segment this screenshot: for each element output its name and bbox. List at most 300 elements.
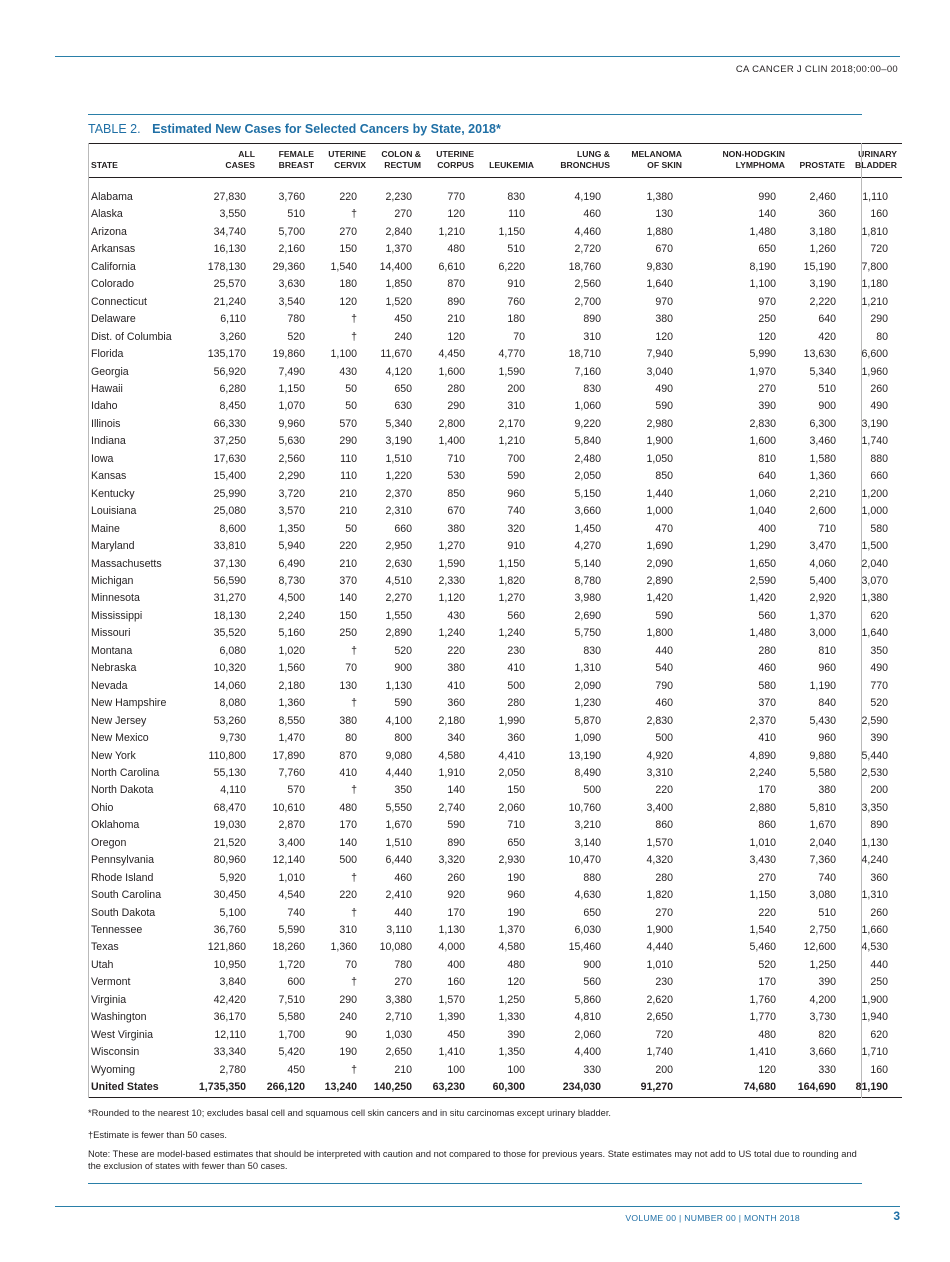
value-cell: 1,500 bbox=[861, 540, 888, 553]
value-cell: † bbox=[351, 330, 357, 343]
table-header bbox=[88, 144, 902, 178]
value-cell: 25,990 bbox=[213, 487, 246, 500]
value-cell: 710 bbox=[507, 819, 525, 832]
state-name-cell: United States bbox=[88, 1079, 192, 1097]
value-cell: 1,590 bbox=[498, 365, 525, 378]
value-cell: 2,870 bbox=[278, 819, 305, 832]
value-cell: 580 bbox=[758, 679, 776, 692]
value-cell: 590 bbox=[447, 819, 465, 832]
state-name-cell: Montana bbox=[91, 644, 133, 657]
value-cell: 220 bbox=[339, 540, 357, 553]
value-cell: 160 bbox=[870, 1063, 888, 1076]
header-row bbox=[88, 144, 902, 178]
value-cell: 5,160 bbox=[278, 627, 305, 640]
value-cell: 1,850 bbox=[385, 278, 412, 291]
state-name-cell: Virginia bbox=[91, 993, 127, 1006]
value-cell: 12,140 bbox=[272, 854, 305, 867]
value-cell: 8,780 bbox=[574, 574, 601, 587]
value-cell: 7,160 bbox=[574, 365, 601, 378]
table-row bbox=[88, 573, 902, 590]
value-cell: 660 bbox=[870, 470, 888, 483]
value-cell: 740 bbox=[818, 871, 836, 884]
value-cell: 150 bbox=[339, 243, 357, 256]
value-cell: 1,410 bbox=[438, 1046, 465, 1059]
value-cell: 12,110 bbox=[214, 1028, 246, 1041]
table-row bbox=[88, 451, 902, 468]
value-cell: 1,810 bbox=[861, 225, 888, 238]
value-cell: 5,460 bbox=[749, 941, 776, 954]
value-cell: 2,720 bbox=[574, 243, 601, 256]
column-header-line: NON-HODGKIN bbox=[722, 149, 785, 159]
value-cell: 5,590 bbox=[278, 924, 305, 937]
value-cell: 1,540 bbox=[330, 260, 357, 273]
value-cell: 3,660 bbox=[809, 1046, 836, 1059]
value-cell: 360 bbox=[447, 697, 465, 710]
state-name-cell: New York bbox=[91, 749, 136, 762]
value-cell: 220 bbox=[655, 784, 673, 797]
value-cell: 2,530 bbox=[861, 766, 888, 779]
table-row bbox=[88, 817, 902, 834]
value-cell: 120 bbox=[339, 295, 357, 308]
value-cell: 860 bbox=[655, 819, 673, 832]
value-cell: 2,560 bbox=[278, 452, 305, 465]
value-cell: 380 bbox=[339, 714, 357, 727]
value-cell: 55,130 bbox=[213, 766, 246, 779]
value-cell: 2,160 bbox=[278, 243, 305, 256]
value-cell: 17,630 bbox=[213, 452, 246, 465]
value-cell: 560 bbox=[507, 609, 525, 622]
value-cell: 210 bbox=[447, 313, 465, 326]
value-cell: † bbox=[351, 1063, 357, 1076]
value-cell: 1,900 bbox=[646, 924, 673, 937]
table-row bbox=[88, 276, 902, 293]
table-row bbox=[88, 1044, 902, 1061]
value-cell: 1,210 bbox=[861, 295, 888, 308]
value-cell: 21,520 bbox=[213, 836, 246, 849]
value-cell: 210 bbox=[339, 487, 357, 500]
state-name-cell: Texas bbox=[91, 941, 119, 954]
value-cell: 3,400 bbox=[646, 801, 673, 814]
value-cell: 6,110 bbox=[220, 313, 246, 326]
table-row bbox=[88, 381, 902, 398]
value-cell: 840 bbox=[818, 697, 836, 710]
value-cell: 1,590 bbox=[438, 557, 465, 570]
value-cell: 1,250 bbox=[498, 993, 525, 1006]
value-cell: 1,990 bbox=[498, 714, 525, 727]
column-header bbox=[88, 144, 192, 178]
value-cell: 560 bbox=[758, 609, 776, 622]
value-cell: 1,640 bbox=[646, 278, 673, 291]
column-header-line: BREAST bbox=[278, 160, 314, 170]
table-row bbox=[88, 538, 902, 555]
column-header bbox=[319, 144, 371, 178]
value-cell: 280 bbox=[447, 382, 465, 395]
table-row bbox=[88, 398, 902, 415]
value-cell: 1,900 bbox=[646, 435, 673, 448]
value-cell: 140 bbox=[339, 592, 357, 605]
value-cell: 970 bbox=[758, 295, 776, 308]
value-cell: 530 bbox=[447, 470, 465, 483]
value-cell: 160 bbox=[447, 976, 465, 989]
value-cell: 1,150 bbox=[278, 382, 305, 395]
value-cell: 5,430 bbox=[809, 714, 836, 727]
cancer-cases-table bbox=[88, 143, 902, 1098]
value-cell: 5,340 bbox=[809, 365, 836, 378]
value-cell: 320 bbox=[507, 522, 525, 535]
value-cell: 1,130 bbox=[385, 679, 412, 692]
value-cell: 29,360 bbox=[272, 260, 305, 273]
value-cell: 2,040 bbox=[861, 557, 888, 570]
state-name-cell: Washington bbox=[91, 1011, 147, 1024]
table-row bbox=[88, 974, 902, 991]
value-cell: 410 bbox=[507, 662, 525, 675]
value-cell: 2,840 bbox=[385, 225, 412, 238]
value-cell: 240 bbox=[394, 330, 412, 343]
value-cell: 2,270 bbox=[385, 592, 412, 605]
state-name-cell: Florida bbox=[91, 348, 124, 361]
table-row bbox=[88, 416, 902, 433]
value-cell: 13,630 bbox=[803, 348, 836, 361]
value-cell: 1,600 bbox=[749, 435, 776, 448]
state-name-cell: Connecticut bbox=[91, 295, 147, 308]
value-cell: 270 bbox=[758, 382, 776, 395]
value-cell: 56,920 bbox=[213, 365, 246, 378]
value-cell: 650 bbox=[758, 243, 776, 256]
value-cell: 2,220 bbox=[809, 295, 836, 308]
value-cell: 260 bbox=[447, 871, 465, 884]
value-cell: 2,780 bbox=[219, 1063, 246, 1076]
column-header bbox=[539, 144, 615, 178]
value-cell: 230 bbox=[507, 644, 525, 657]
state-name-cell: South Carolina bbox=[91, 889, 162, 902]
value-cell: 5,870 bbox=[574, 714, 601, 727]
value-cell: 1,250 bbox=[809, 958, 836, 971]
value-cell: 500 bbox=[339, 854, 357, 867]
value-cell: 620 bbox=[870, 609, 888, 622]
state-name-cell: Illinois bbox=[91, 417, 121, 430]
value-cell: 1,400 bbox=[438, 435, 465, 448]
value-cell: 1,240 bbox=[498, 627, 525, 640]
value-cell: 2,560 bbox=[574, 278, 601, 291]
state-name-cell: Maine bbox=[91, 522, 120, 535]
value-cell: 3,430 bbox=[749, 854, 776, 867]
value-cell: 170 bbox=[758, 784, 776, 797]
value-cell: 80 bbox=[876, 330, 888, 343]
table-row bbox=[88, 206, 902, 223]
value-cell: 1,130 bbox=[861, 836, 888, 849]
value-cell: 6,080 bbox=[219, 644, 246, 657]
value-cell: 910 bbox=[507, 540, 525, 553]
value-cell: 1,550 bbox=[385, 609, 412, 622]
value-cell: † bbox=[351, 313, 357, 326]
value-cell: 2,370 bbox=[749, 714, 776, 727]
value-cell: 8,550 bbox=[278, 714, 305, 727]
value-cell: 1,370 bbox=[385, 243, 412, 256]
value-cell: 400 bbox=[447, 958, 465, 971]
table-row bbox=[88, 800, 902, 817]
value-cell: 3,760 bbox=[278, 191, 305, 203]
table-row bbox=[88, 730, 902, 747]
footnote-model: Note: These are model-based estimates that should be interpreted with caution and not compared to those for previous years. State estimates may not add to US total due to rounding and the exclusion of states with fewer than 50 cases. bbox=[88, 1149, 857, 1171]
value-cell: 2,980 bbox=[646, 417, 673, 430]
value-cell: 1,720 bbox=[278, 958, 305, 971]
value-cell: 234,030 bbox=[539, 1079, 615, 1097]
value-cell: 440 bbox=[655, 644, 673, 657]
value-cell: 2,410 bbox=[385, 889, 412, 902]
value-cell: 3,000 bbox=[809, 627, 836, 640]
value-cell: 1,040 bbox=[749, 505, 776, 518]
column-header-line: MELANOMA bbox=[631, 149, 682, 159]
value-cell: 160 bbox=[870, 208, 888, 221]
value-cell: 6,030 bbox=[574, 924, 601, 937]
column-header bbox=[479, 144, 539, 178]
value-cell: 30,450 bbox=[213, 889, 246, 902]
state-name-cell: Colorado bbox=[91, 278, 134, 291]
value-cell: 1,020 bbox=[278, 644, 305, 657]
value-cell: 2,060 bbox=[574, 1028, 601, 1041]
value-cell: 180 bbox=[339, 278, 357, 291]
value-cell: 4,890 bbox=[749, 749, 776, 762]
state-name-cell: New Hampshire bbox=[91, 697, 167, 710]
value-cell: 1,210 bbox=[498, 435, 525, 448]
value-cell: 2,650 bbox=[385, 1046, 412, 1059]
value-cell: 190 bbox=[507, 906, 525, 919]
value-cell: 1,000 bbox=[861, 505, 888, 518]
table-row bbox=[88, 364, 902, 381]
value-cell: 2,240 bbox=[749, 766, 776, 779]
value-cell: 190 bbox=[339, 1046, 357, 1059]
value-cell: 1,110 bbox=[862, 191, 888, 203]
value-cell: 2,750 bbox=[809, 924, 836, 937]
value-cell: 135,170 bbox=[207, 348, 246, 361]
spacer-cell bbox=[88, 178, 902, 190]
value-cell: 380 bbox=[655, 313, 673, 326]
value-cell: 400 bbox=[758, 522, 776, 535]
value-cell: 2,650 bbox=[646, 1011, 673, 1024]
value-cell: 480 bbox=[507, 958, 525, 971]
value-cell: 270 bbox=[758, 871, 776, 884]
value-cell: 1,410 bbox=[749, 1046, 776, 1059]
value-cell: 3,550 bbox=[219, 208, 246, 221]
value-cell: 2,370 bbox=[385, 487, 412, 500]
state-name-cell: Iowa bbox=[91, 452, 114, 465]
state-name-cell: Mississippi bbox=[91, 609, 143, 622]
value-cell: 590 bbox=[507, 470, 525, 483]
value-cell: 4,100 bbox=[385, 714, 412, 727]
value-cell: 960 bbox=[818, 732, 836, 745]
value-cell: 36,170 bbox=[213, 1011, 246, 1024]
value-cell: 8,190 bbox=[749, 260, 776, 273]
table-title bbox=[88, 122, 501, 136]
value-cell: 1,570 bbox=[646, 836, 673, 849]
value-cell: 1,200 bbox=[861, 487, 888, 500]
value-cell: 3,350 bbox=[861, 801, 888, 814]
value-cell: 5,580 bbox=[809, 766, 836, 779]
value-cell: 1,560 bbox=[278, 662, 305, 675]
footer-rule bbox=[55, 1206, 900, 1207]
table-row bbox=[88, 852, 902, 869]
value-cell: 590 bbox=[655, 400, 673, 413]
value-cell: 36,760 bbox=[213, 924, 246, 937]
value-cell: 18,710 bbox=[568, 348, 601, 361]
value-cell: 5,810 bbox=[809, 801, 836, 814]
value-cell: 3,210 bbox=[574, 819, 601, 832]
value-cell: 4,110 bbox=[220, 784, 246, 797]
value-cell: 1,260 bbox=[809, 243, 836, 256]
value-cell: 6,440 bbox=[385, 854, 412, 867]
value-cell: 1,380 bbox=[646, 191, 673, 203]
value-cell: 2,590 bbox=[861, 714, 888, 727]
value-cell: 2,060 bbox=[498, 801, 525, 814]
value-cell: 280 bbox=[758, 644, 776, 657]
table-row bbox=[88, 870, 902, 887]
value-cell: 2,950 bbox=[385, 540, 412, 553]
value-cell: 490 bbox=[870, 400, 888, 413]
value-cell: 1,480 bbox=[749, 225, 776, 238]
value-cell: 360 bbox=[818, 208, 836, 221]
value-cell: 2,830 bbox=[646, 714, 673, 727]
value-cell: 480 bbox=[339, 801, 357, 814]
table-row bbox=[88, 556, 902, 573]
value-cell: 180 bbox=[507, 313, 525, 326]
value-cell: 70 bbox=[345, 662, 357, 675]
value-cell: 5,100 bbox=[219, 906, 246, 919]
value-cell: 3,190 bbox=[385, 435, 412, 448]
state-name-cell: Hawaii bbox=[91, 382, 123, 395]
value-cell: 1,220 bbox=[385, 470, 412, 483]
value-cell: 19,030 bbox=[213, 819, 246, 832]
value-cell: 1,270 bbox=[438, 540, 465, 553]
value-cell: 460 bbox=[583, 208, 601, 221]
table-row bbox=[88, 521, 902, 538]
state-name-cell: Louisiana bbox=[91, 505, 137, 518]
value-cell: 14,400 bbox=[379, 260, 412, 273]
value-cell: † bbox=[351, 871, 357, 884]
value-cell: 1,330 bbox=[498, 1011, 525, 1024]
value-cell: 1,910 bbox=[438, 766, 465, 779]
value-cell: 1,010 bbox=[749, 836, 776, 849]
value-cell: 9,220 bbox=[574, 417, 601, 430]
value-cell: 10,610 bbox=[272, 801, 305, 814]
value-cell: 10,080 bbox=[379, 941, 412, 954]
value-cell: 3,660 bbox=[574, 505, 601, 518]
column-header bbox=[192, 144, 260, 178]
column-header-line: UTERINE bbox=[328, 149, 366, 159]
value-cell: 80,960 bbox=[213, 854, 246, 867]
value-cell: 4,630 bbox=[574, 889, 601, 902]
value-cell: 780 bbox=[287, 313, 305, 326]
value-cell: 430 bbox=[447, 609, 465, 622]
value-cell: 5,580 bbox=[278, 1011, 305, 1024]
value-cell: 460 bbox=[394, 871, 412, 884]
value-cell: 2,090 bbox=[646, 557, 673, 570]
state-name-cell: Idaho bbox=[91, 400, 118, 413]
value-cell: 15,400 bbox=[213, 470, 246, 483]
state-name-cell: West Virginia bbox=[91, 1028, 154, 1041]
state-name-cell: California bbox=[91, 260, 136, 273]
value-cell: 170 bbox=[339, 819, 357, 832]
value-cell: 640 bbox=[818, 313, 836, 326]
value-cell: 3,630 bbox=[278, 278, 305, 291]
value-cell: 910 bbox=[507, 278, 525, 291]
value-cell: 510 bbox=[818, 906, 836, 919]
value-cell: 1,700 bbox=[278, 1028, 305, 1041]
value-cell: 2,930 bbox=[498, 854, 525, 867]
value-cell: 570 bbox=[287, 784, 305, 797]
value-cell: 990 bbox=[758, 191, 776, 203]
value-cell: 2,620 bbox=[646, 993, 673, 1006]
value-cell: 850 bbox=[655, 470, 673, 483]
value-cell: 880 bbox=[870, 452, 888, 465]
value-cell: † bbox=[351, 906, 357, 919]
value-cell: 760 bbox=[507, 295, 525, 308]
value-cell: 200 bbox=[870, 784, 888, 797]
value-cell: 3,190 bbox=[809, 278, 836, 291]
value-cell: 2,920 bbox=[809, 592, 836, 605]
value-cell: 1,540 bbox=[749, 924, 776, 937]
value-cell: 1,800 bbox=[646, 627, 673, 640]
value-cell: 1,960 bbox=[861, 365, 888, 378]
value-cell: 270 bbox=[339, 225, 357, 238]
value-cell: 540 bbox=[655, 662, 673, 675]
value-cell: 830 bbox=[583, 644, 601, 657]
notes-bottom-rule bbox=[88, 1183, 862, 1184]
value-cell: 360 bbox=[507, 732, 525, 745]
value-cell: 220 bbox=[758, 906, 776, 919]
value-cell: 520 bbox=[870, 697, 888, 710]
state-name-cell: North Dakota bbox=[91, 784, 154, 797]
column-header-line: CORPUS bbox=[437, 160, 474, 170]
value-cell: 7,940 bbox=[646, 348, 673, 361]
footnote-rounded: *Rounded to the nearest 10; excludes basal cell and squamous cell skin cancers and in situ carcinomas except urinary bladder. bbox=[88, 1108, 611, 1118]
value-cell: 1,090 bbox=[574, 732, 601, 745]
table-title-text: Estimated New Cases for Selected Cancers by State, 2018* bbox=[152, 122, 501, 136]
value-cell: 200 bbox=[507, 382, 525, 395]
value-cell: 10,470 bbox=[568, 854, 601, 867]
value-cell: † bbox=[351, 208, 357, 221]
value-cell: 35,520 bbox=[213, 627, 246, 640]
value-cell: 720 bbox=[870, 243, 888, 256]
value-cell: 68,470 bbox=[213, 801, 246, 814]
value-cell: 6,610 bbox=[438, 260, 465, 273]
value-cell: 3,400 bbox=[278, 836, 305, 849]
value-cell: 3,470 bbox=[809, 540, 836, 553]
value-cell: 1,010 bbox=[278, 871, 305, 884]
value-cell: 3,570 bbox=[278, 505, 305, 518]
value-cell: 1,580 bbox=[809, 452, 836, 465]
value-cell: 650 bbox=[583, 906, 601, 919]
value-cell: 5,630 bbox=[278, 435, 305, 448]
value-cell: 5,440 bbox=[861, 749, 888, 762]
value-cell: 1,010 bbox=[646, 958, 673, 971]
value-cell: 460 bbox=[758, 662, 776, 675]
value-cell: 280 bbox=[655, 871, 673, 884]
title-rule bbox=[88, 114, 862, 115]
value-cell: 1,060 bbox=[574, 400, 601, 413]
value-cell: 490 bbox=[655, 382, 673, 395]
value-cell: 1,820 bbox=[646, 889, 673, 902]
column-header bbox=[615, 144, 687, 178]
value-cell: 8,080 bbox=[219, 697, 246, 710]
value-cell: 410 bbox=[339, 766, 357, 779]
column-header-line: CASES bbox=[225, 160, 255, 170]
value-cell: 710 bbox=[447, 452, 465, 465]
value-cell: 2,040 bbox=[809, 836, 836, 849]
table-row bbox=[88, 1027, 902, 1044]
value-cell: 4,440 bbox=[385, 766, 412, 779]
value-cell: 80 bbox=[345, 732, 357, 745]
value-cell: 1,190 bbox=[809, 679, 836, 692]
